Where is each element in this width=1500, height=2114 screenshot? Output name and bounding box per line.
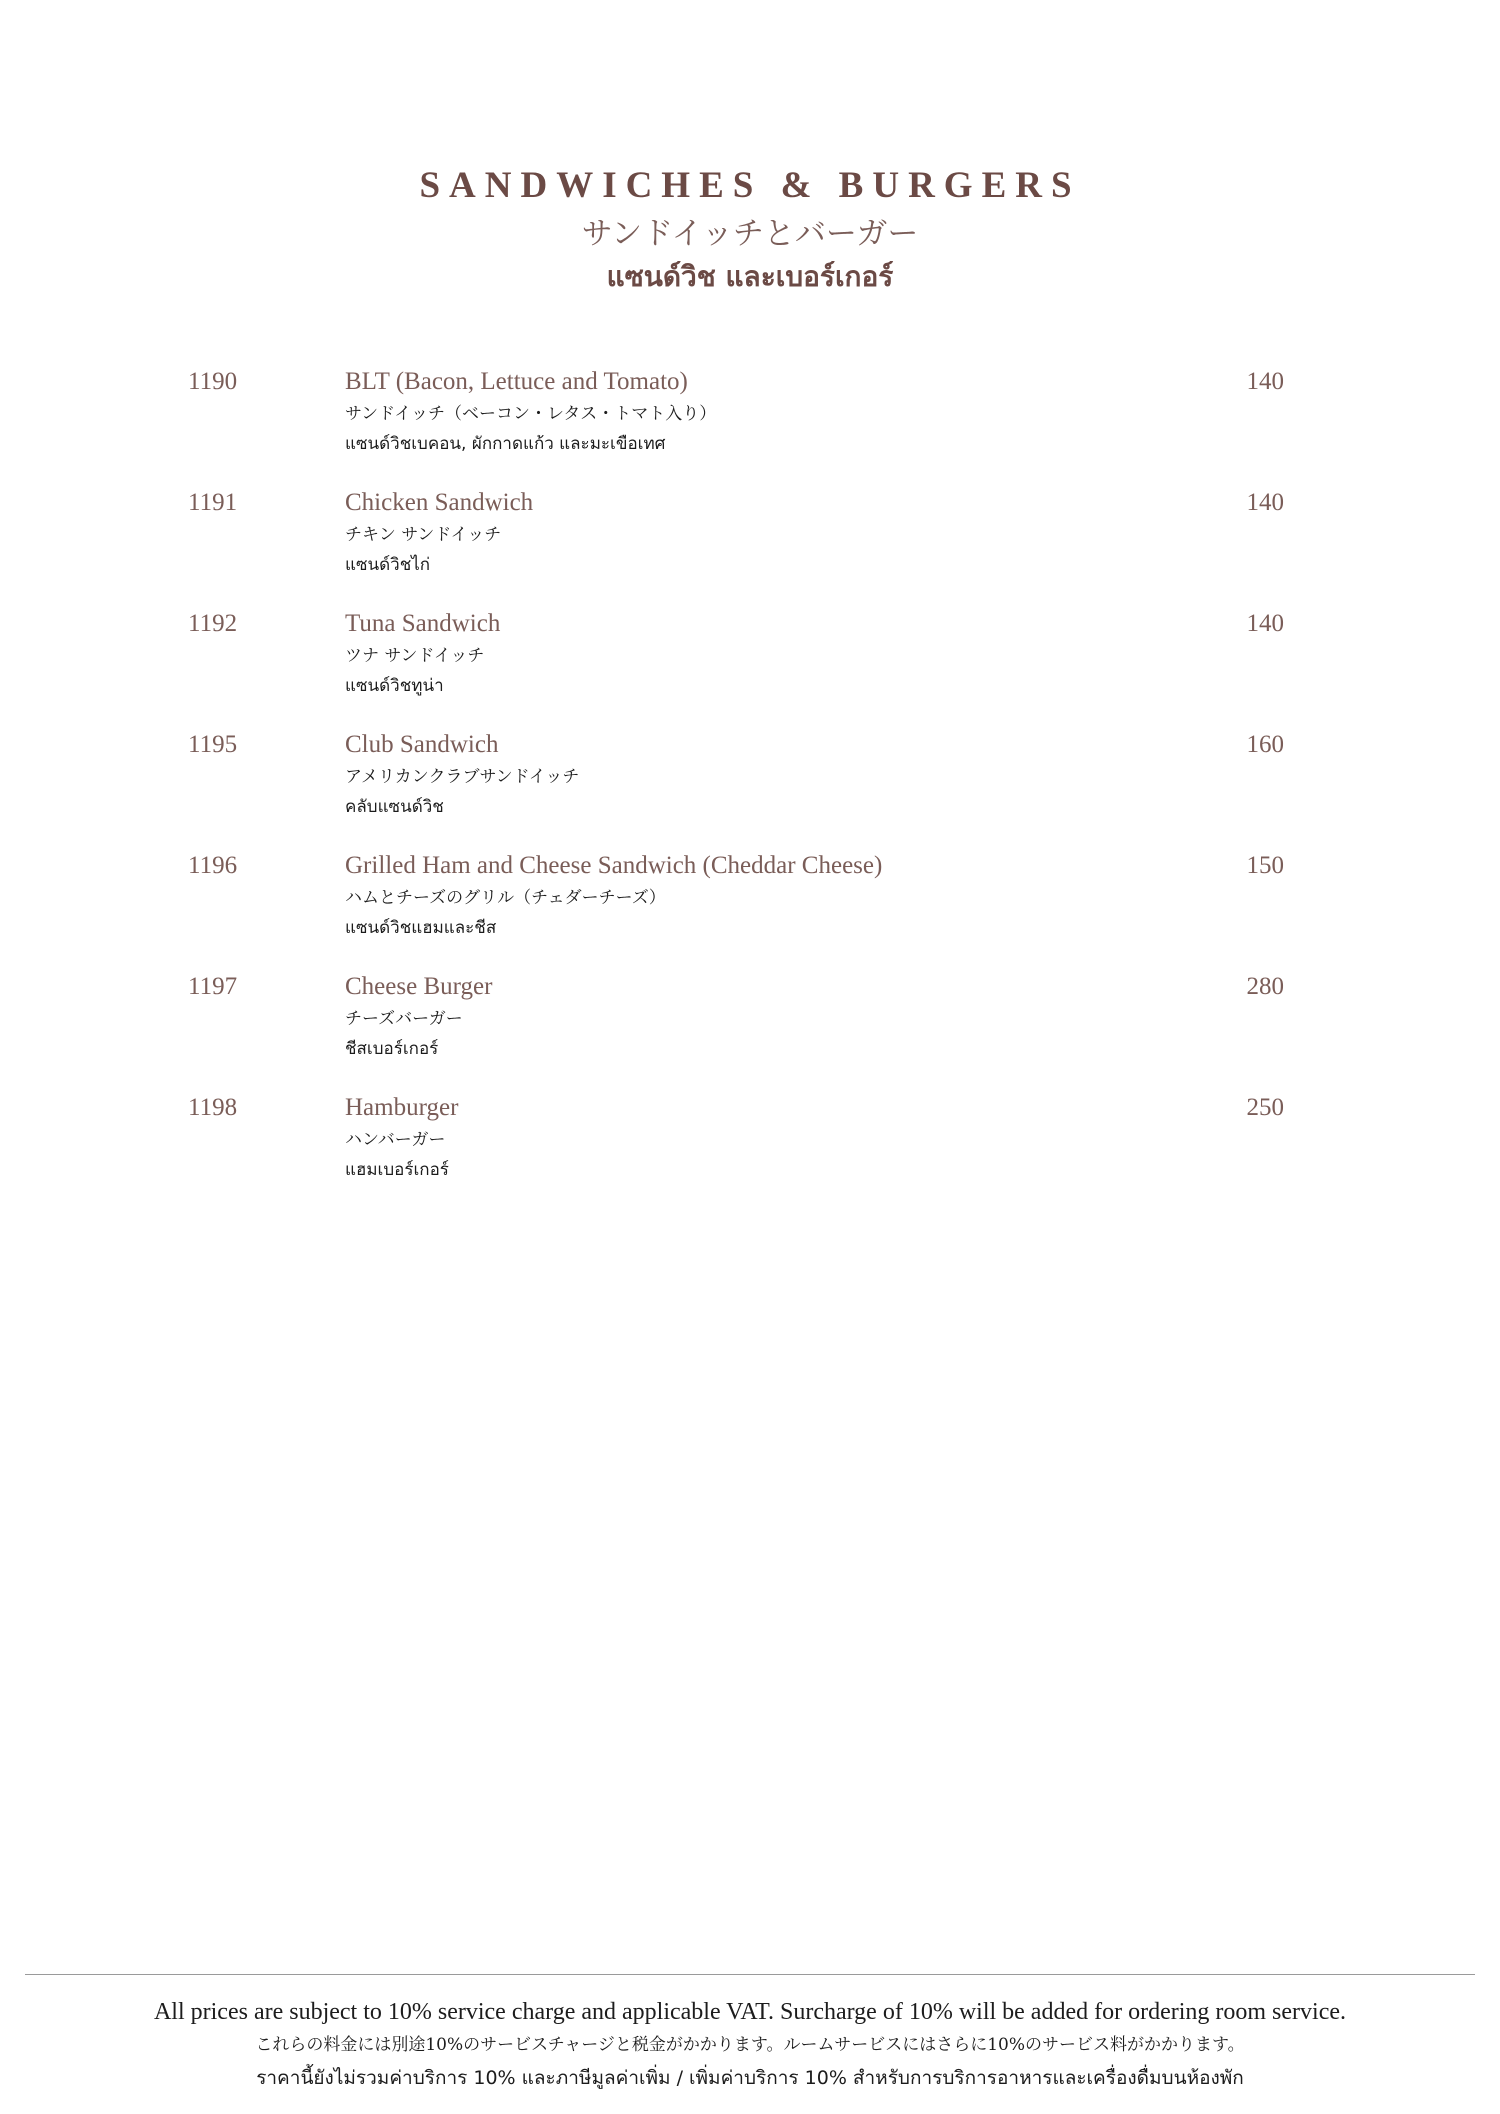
item-name-thai: แซนด์วิชไก่ — [345, 555, 431, 575]
item-name-japanese: チキン サンドイッチ — [345, 525, 502, 545]
item-name: Grilled Ham and Cheese Sandwich (Cheddar Cheese) — [345, 852, 883, 879]
item-name-thai: แฮมเบอร์เกอร์ — [345, 1160, 449, 1180]
item-name: Chicken Sandwich — [345, 489, 534, 516]
footer-note-english: All prices are subject to 10% service charge and applicable VAT. Surcharge of 10% will be added for ordering room service. — [153, 1999, 1347, 2025]
item-price: 140 — [1246, 368, 1284, 395]
menu-item — [0, 485, 1500, 606]
item-name-japanese: ツナ サンドイッチ — [345, 646, 485, 666]
item-name-thai: แซนด์วิชแฮมและชีส — [345, 918, 497, 938]
item-name: BLT (Bacon, Lettuce and Tomato) — [345, 368, 688, 395]
item-price: 160 — [1246, 731, 1284, 758]
footer-note-japanese: これらの料金には別途10%のサービスチャージと税金がかかります。ルームサービスにはさらに10%のサービス料がかかります。 — [255, 2035, 1245, 2055]
item-code: 1190 — [188, 368, 238, 395]
item-name: Club Sandwich — [345, 731, 499, 758]
item-price: 140 — [1246, 610, 1284, 637]
item-price: 250 — [1246, 1094, 1284, 1121]
item-name-thai: แซนด์วิชเบคอน, ผักกาดแก้ว และมะเขือเทศ — [345, 434, 666, 454]
item-code: 1192 — [188, 610, 238, 637]
item-code: 1197 — [188, 973, 238, 1000]
footer-note-thai: ราคานี้ยังไม่รวมค่าบริการ 10% และภาษีมูลค่าเพิ่ม / เพิ่มค่าบริการ 10% สำหรับการบริการอาหารและเครื่องดื่มบนห้องพัก — [256, 2067, 1244, 2089]
menu-item — [0, 969, 1500, 1090]
menu-item — [0, 727, 1500, 848]
item-code: 1198 — [188, 1094, 238, 1121]
item-name: Cheese Burger — [345, 973, 493, 1000]
item-price: 280 — [1246, 973, 1284, 1000]
menu-header — [0, 162, 1500, 298]
page-title: SANDWICHES & BURGERS — [419, 165, 1081, 206]
item-price: 150 — [1246, 852, 1284, 879]
menu-item — [0, 364, 1500, 485]
item-code: 1191 — [188, 489, 238, 516]
item-name: Hamburger — [345, 1094, 459, 1121]
menu-item — [0, 1090, 1500, 1211]
page-title-japanese: サンドイッチとバーガー — [581, 216, 919, 252]
item-name-thai: ชีสเบอร์เกอร์ — [345, 1039, 439, 1059]
item-price: 140 — [1246, 489, 1284, 516]
item-code: 1196 — [188, 852, 238, 879]
footer-divider — [25, 1974, 1475, 1975]
page-title-thai: แซนด์วิช และเบอร์เกอร์ — [606, 260, 894, 293]
item-name: Tuna Sandwich — [345, 610, 501, 637]
menu-list — [0, 364, 1500, 1211]
item-name-japanese: ハンバーガー — [345, 1130, 446, 1150]
menu-item — [0, 606, 1500, 727]
item-name-japanese: チーズバーガー — [345, 1009, 463, 1029]
item-name-thai: แซนด์วิชทูน่า — [345, 676, 444, 696]
item-name-japanese: アメリカンクラブサンドイッチ — [345, 767, 580, 787]
menu-item — [0, 848, 1500, 969]
item-name-japanese: ハムとチーズのグリル（チェダーチーズ） — [345, 888, 666, 908]
item-name-japanese: サンドイッチ（ベーコン・レタス・トマト入り） — [345, 404, 717, 424]
item-name-thai: คลับแซนด์วิช — [345, 797, 444, 817]
item-code: 1195 — [188, 731, 238, 758]
